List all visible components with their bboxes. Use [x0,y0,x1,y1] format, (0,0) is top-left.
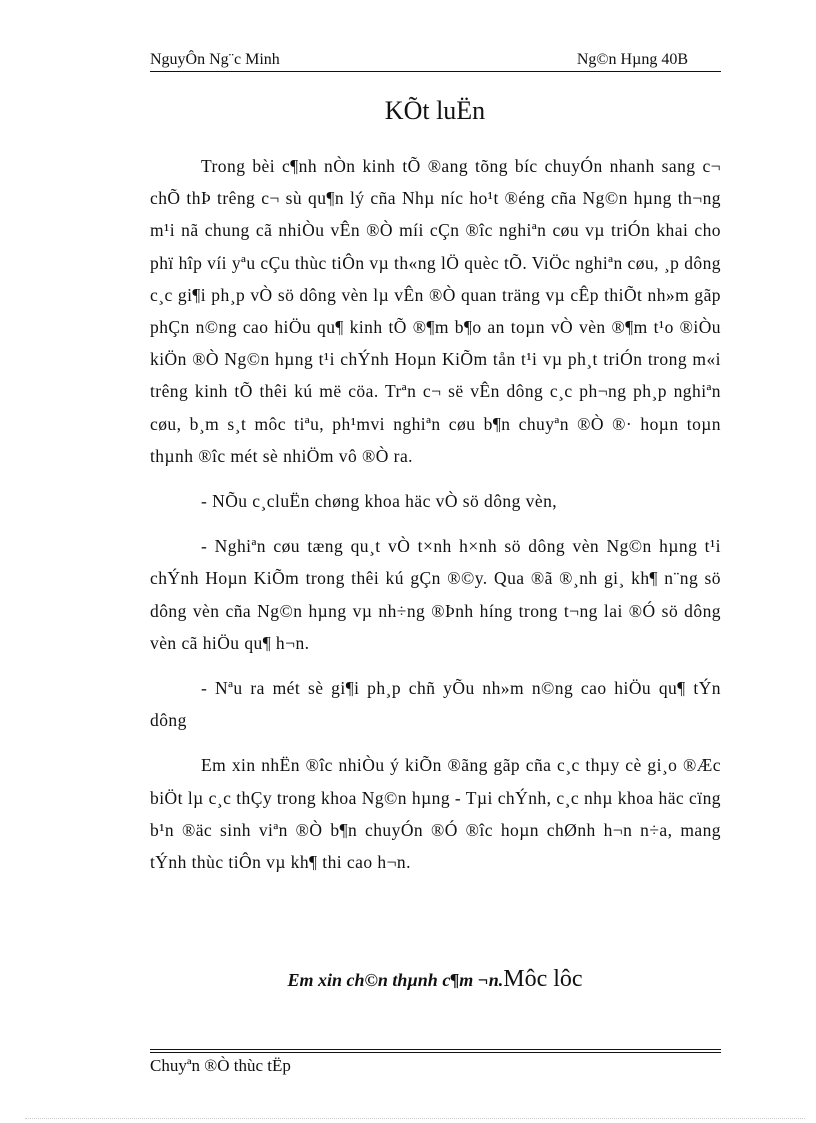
body-text [150,150,721,878]
closing-thanks: Em xin ch©n thµnh c¶m ¬n. [287,970,504,990]
paragraph-item-3: - Nªu ra mét sè gi¶i ph¸p chñ yÕu nh»m n©ng cao hiÖu qu¶ tÝn dông [150,678,721,731]
header-rule [150,71,721,72]
closing-toc-label: Môc lôc [503,966,583,992]
page-title: KÕt luËn [384,96,486,125]
page-header [150,50,720,72]
closing-line [150,962,720,999]
header-author: NguyÔn Ng¨c Minh [150,51,280,68]
paragraph-item-1: - NÕu c¸cluËn chøng khoa häc vÒ sö dông vèn, [201,491,558,512]
footer-rule [150,1049,721,1050]
paragraph-item-2: - Nghiªn cøu tæng qu¸t vÒ t×nh h×nh sö dông vèn Ng©n hµng t¹i chÝnh Hoµn KiÕm trong thêi kú gÇn ®©y. Qua ®ã ®¸nh gi¸ kh¶ n¨ng sö dông vèn cña Ng©n hµng vµ nh÷ng ®Þnh híng trong t¬ng lai ®Ó sö dông vèn cã hiÖu qu¶ h¬n. [150,536,721,653]
footer-rule-double [150,1052,721,1053]
paragraph-thanks: Em xin nhËn ®îc nhiÒu ý kiÕn ®ãng gãp cña c¸c thµy cè gi¸o ®Æc biÖt lµ c¸c thÇy trong khoa Ng©n hµng - Tµi chÝnh, c¸c nhµ khoa häc cïng b¹n ®äc sinh viªn ®Ò b¶n chuyÓn ®Ó ®îc hoµn chØnh h¬n n÷a, mang tÝnh thùc tiÔn vµ kh¶ thi cao h¬n. [150,755,721,873]
page-break-marker [25,1118,805,1119]
header-class: Ng©n Hµng 40B [576,51,688,68]
paragraph-intro: Trong bèi c¶nh nÒn kinh tÕ ®ang tõng bíc chuyÓn nhanh sang c¬ chÕ thÞ trêng c¬ sù qu¶n lý cña Nhµ níc ho¹t ®éng cña Ng©n hµng th¬ng m¹i nã chung cã nhiÒu vÊn ®Ò míi cÇn ®îc nghiªn cøu vµ triÓn khai cho phï hîp víi yªu cÇu thùc tiÔn vµ th«ng lÖ quèc tÕ. ViÖc nghiªn cøu, ¸p dông c¸c gi¶i ph¸p vÒ sö dông vèn lµ vÊn ®Ò quan träng vµ cÊp thiÕt nh»m gãp phÇn n©ng cao hiÖu qu¶ kinh tÕ ®¶m b¶o an toµn vÒ vèn ®¶m t¹o ®iÒu kiÖn ®Ò Ng©n hµng t¹i chÝnh Hoµn KiÕm tån t¹i vµ ph¸t triÓn trong m«i trêng kinh tÕ thêi kú më cöa. Trªn c¬ së vÊn dông c¸c ph¬ng ph¸p nghiªn cøu, b¸m s¸t môc tiªu, ph¹mvi nghiªn cøu b¶n chuyªn ®Ò ®· hoµn toµn thµnh ®îc mét sè nhiÖm vô ®Ò ra. [150,156,721,466]
page-footer: Chuyªn ®Ò thùc tËp [150,1056,291,1075]
